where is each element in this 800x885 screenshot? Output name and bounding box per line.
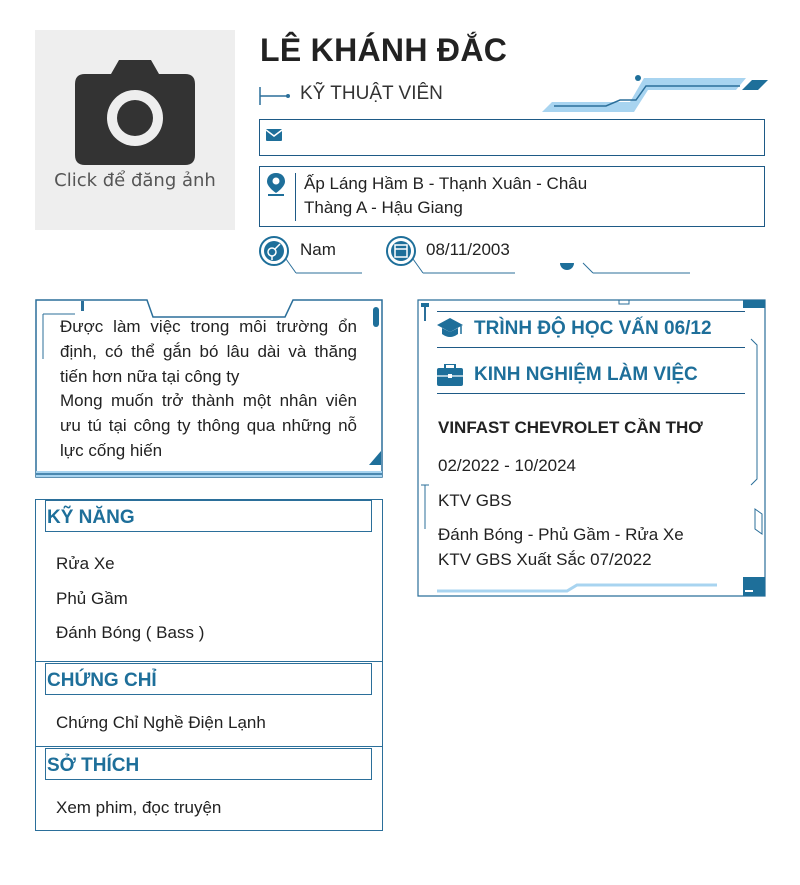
address-line-1: Ấp Láng Hầm B - Thạnh Xuân - Châu bbox=[304, 174, 588, 193]
location-pin-icon bbox=[266, 173, 286, 197]
photo-caption: Click để đăng ảnh bbox=[54, 170, 216, 191]
certificates-heading: CHỨNG CHỈ bbox=[47, 670, 157, 691]
work-detail: KTV GBS Xuất Sắc 07/2022 bbox=[438, 550, 652, 569]
skills-heading: KỸ NĂNG bbox=[47, 507, 135, 528]
skill-item: Đánh Bóng ( Bass ) bbox=[56, 623, 205, 642]
candidate-name: LÊ KHÁNH ĐẮC bbox=[260, 32, 508, 68]
company-name: VINFAST CHEVROLET CẦN THƠ bbox=[438, 418, 703, 437]
graduation-cap-icon bbox=[437, 318, 463, 340]
objective-line: Mong muốn trở thành một nhân viên bbox=[60, 391, 357, 411]
mail-icon bbox=[266, 129, 282, 141]
email-field[interactable] bbox=[259, 119, 765, 156]
work-period: 02/2022 - 10/2024 bbox=[438, 456, 577, 475]
skill-item: Rửa Xe bbox=[56, 554, 115, 573]
education-bottom-rule bbox=[437, 347, 745, 348]
experience-heading: KINH NGHIỆM LÀM VIỆC bbox=[474, 364, 698, 385]
certificate-item: Chứng Chỉ Nghề Điện Lạnh bbox=[56, 713, 266, 732]
gender-value: Nam bbox=[300, 240, 336, 259]
circuit-decoration bbox=[540, 72, 770, 114]
title-line-decoration bbox=[258, 86, 292, 106]
address-divider bbox=[295, 173, 296, 221]
objective-line: ưu tú tại công ty thông qua những nỗ bbox=[60, 416, 357, 436]
section-divider bbox=[35, 746, 383, 747]
briefcase-icon bbox=[437, 364, 463, 386]
objective-line: lực cống hiến bbox=[60, 440, 163, 460]
job-title: KỸ THUẬT VIÊN bbox=[300, 83, 443, 104]
education-heading: TRÌNH ĐỘ HỌC VẤN 06/12 bbox=[474, 318, 712, 339]
experience-heading-rule bbox=[437, 393, 745, 394]
skills-heading-box bbox=[45, 500, 372, 532]
photo-placeholder[interactable] bbox=[35, 30, 235, 230]
hobbies-heading: SỞ THÍCH bbox=[47, 755, 140, 776]
certificates-heading-box bbox=[45, 663, 372, 695]
address-line-2: Thàng A - Hậu Giang bbox=[304, 198, 463, 217]
skill-item: Phủ Gầm bbox=[56, 589, 128, 608]
section-divider bbox=[35, 661, 383, 662]
education-top-rule bbox=[437, 311, 745, 312]
camera-icon bbox=[75, 60, 195, 165]
objective-line: định, có thể gắn bó lâu dài và thăng bbox=[60, 341, 357, 361]
objective-line: Được làm việc trong môi trường ổn bbox=[60, 317, 357, 336]
hobbies-heading-box bbox=[45, 748, 372, 780]
address-box bbox=[259, 166, 765, 227]
career-objective bbox=[60, 315, 357, 464]
work-role: KTV GBS bbox=[438, 491, 512, 510]
work-detail: Đánh Bóng - Phủ Gầm - Rửa Xe bbox=[438, 525, 684, 544]
objective-line: tiến hơn nữa tại công ty bbox=[60, 366, 240, 386]
birthdate-value: 08/11/2003 bbox=[426, 240, 510, 259]
hobby-item: Xem phim, đọc truyện bbox=[56, 798, 222, 817]
